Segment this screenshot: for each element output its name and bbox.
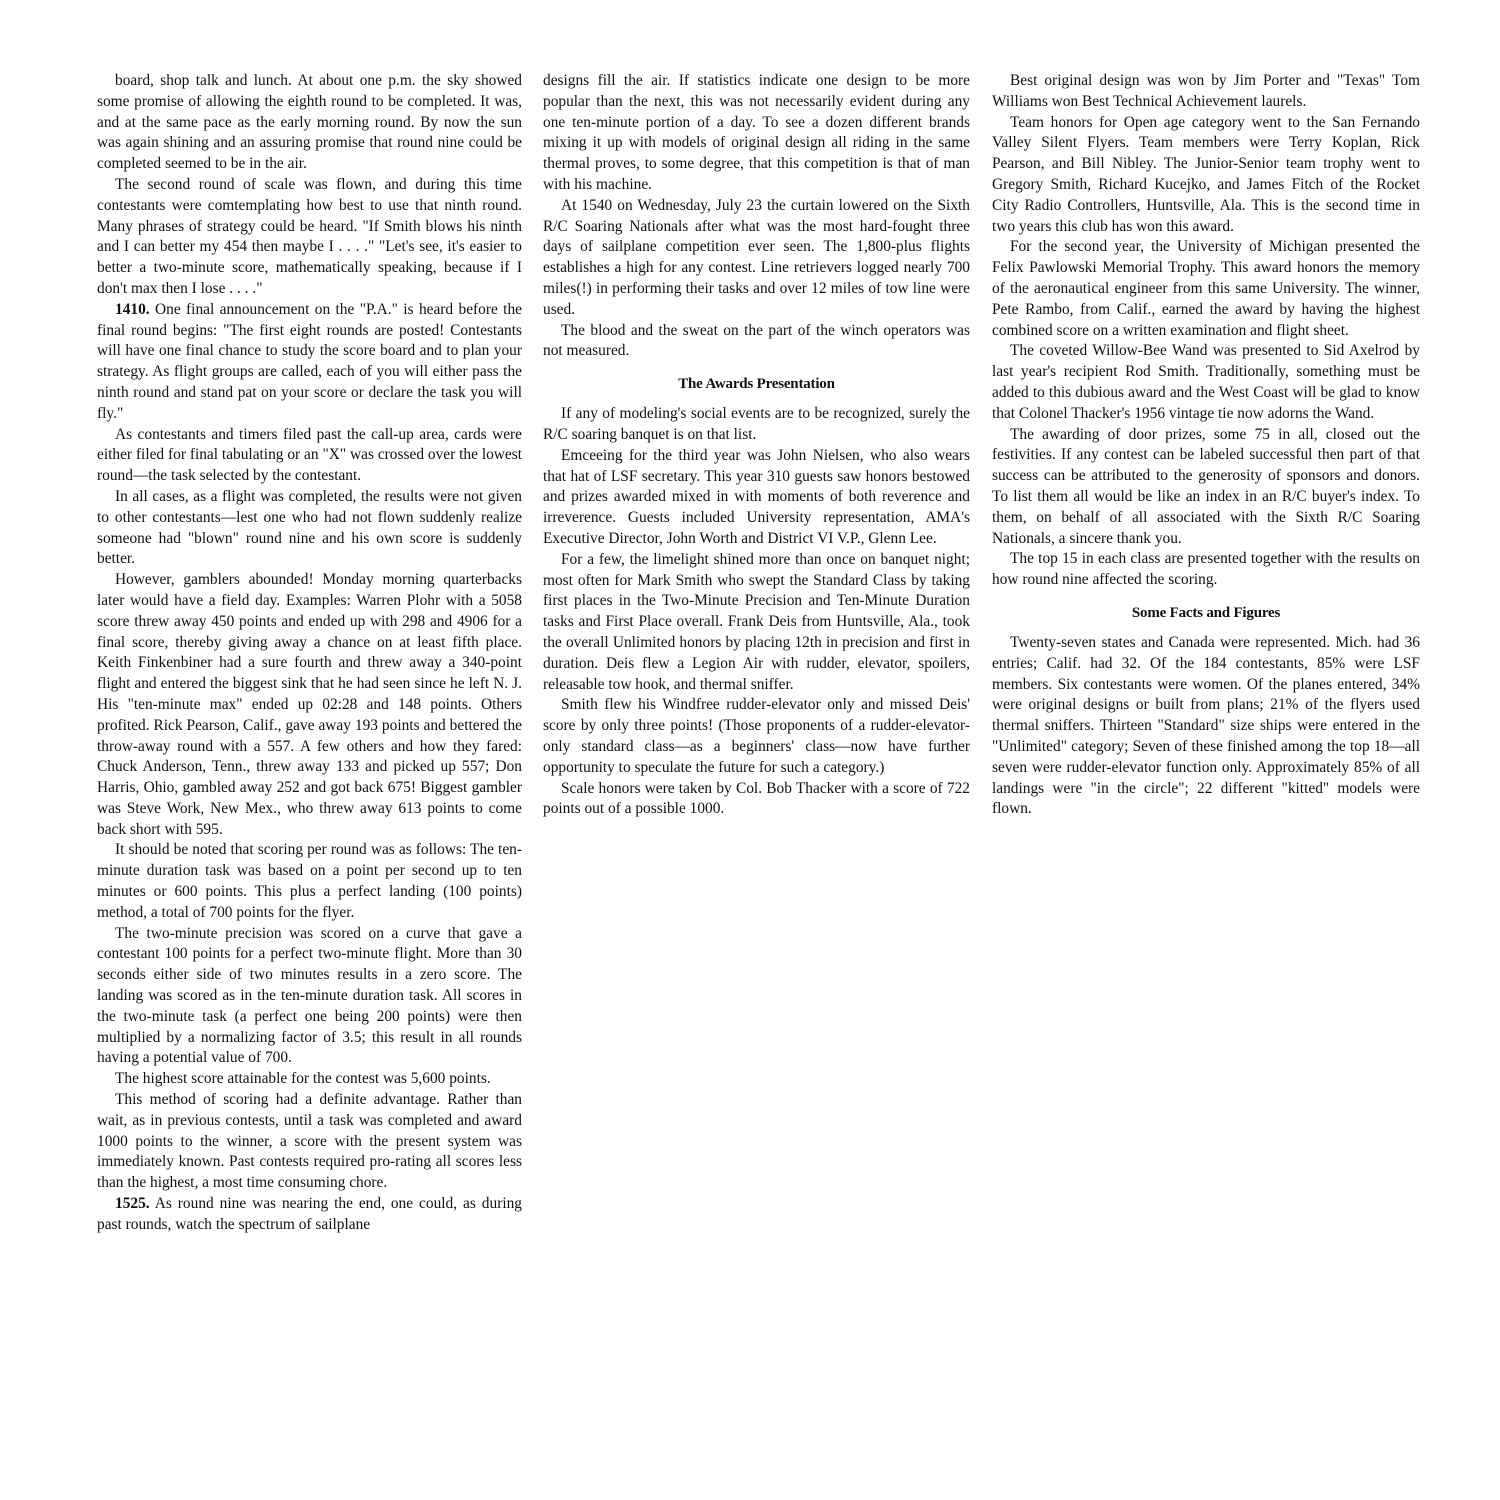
paragraph-text: Best original design was won by Jim Porter and "Texas" Tom Williams won Best Technical Achievement laurels.	[992, 72, 1420, 110]
paragraph	[992, 549, 1420, 591]
paragraph-text: designs fill the air. If statistics indicate one design to be more popular than the next, this was not necessarily evident during any one ten-minute portion of a day. To see a dozen different brands mixing it up with models of original design all riding in the same thermal proves, to some degree, that this competition is that of man with his machine.	[543, 72, 970, 193]
paragraph-text: The awarding of door prizes, some 75 in all, closed out the festivities. If any contest can be labeled successful then part of that success can be attributed to the generosity of sponsors and donors. To list them all would be like an index in an R/C buyer's index. To them, on behalf of all associated with the Sixth R/C Soaring Nationals, a sincere thank you.	[992, 425, 1420, 547]
paragraph	[97, 570, 522, 840]
paragraph-text: One final announcement on the "P.A." is heard before the final round begins: "The first eight rounds are posted! Contestants will have one final chance to study the score board and to plan your strategy. As flight groups are called, each of you will either pass the ninth round and stand pat on your score or declare the task you will fly."	[97, 300, 522, 422]
paragraph-text: Twenty-seven states and Canada were represented. Mich. had 36 entries; Calif. had 32. Of the 184 contestants, 85% were LSF members. Six contestants were women. Of the planes entered, 34% were original designs or built from plans; 21% of the flyers used thermal sniffers. Thirteen "Standard" size ships were entered in the "Unlimited" category; Seven of these finished among the top 18—all seven were rudder-elevator function only. Approximately 85% of all landings were "in the circle"; 22 different "kitted" models were flown.	[992, 633, 1420, 818]
column-2	[543, 71, 970, 820]
paragraph-text: For a few, the limelight shined more than once on banquet night; most often for Mark Smith who swept the Standard Class by taking first places in the Two-Minute Precision and Ten-Minute Duration tasks and First Place overall. Frank Deis from Huntsville, Ala., took the overall Unlimited honors by placing 12th in precision and first in duration. Deis flew a Legion Air with rudder, elevator, spoilers, releasable tow hook, and thermal sniffer.	[543, 550, 970, 693]
timestamp-lead: 1410.	[115, 300, 150, 318]
paragraph-text: It should be noted that scoring per round was as follows: The ten-minute duration task was based on a point per second up to ten minutes or 600 points. This plus a perfect landing (100 points) method, a total of 700 points for the flyer.	[97, 841, 522, 921]
paragraph	[97, 924, 522, 1070]
paragraph	[97, 425, 522, 487]
paragraph-text: The highest score attainable for the contest was 5,600 points.	[115, 1070, 491, 1088]
paragraph-text: The two-minute precision was scored on a curve that gave a contestant 100 points for a perfect two-minute flight. More than 30 seconds either side of two minutes results in a zero score. The landing was scored as in the ten-minute duration task. All scores in the two-minute task (a perfect one being 200 points) were then multiplied by a normalizing factor of 3.5; this result in all rounds having a potential value of 700.	[97, 924, 522, 1067]
paragraph	[543, 446, 970, 550]
paragraph-text: If any of modeling's social events are to be recognized, surely the R/C soaring banquet is on that list.	[543, 405, 970, 443]
paragraph	[992, 341, 1420, 424]
paragraph-text: The blood and the sweat on the part of the winch operators was not measured.	[543, 321, 970, 360]
paragraph-text: However, gamblers abounded! Monday morning quarterbacks later would have a field day. Examples: Warren Plohr with a 5058 score threw away 450 points and ended up with 298 and 4906 for a final score, thereby giving away a chance on at least fifth place. Keith Finkenbiner had a sure fourth and threw away a 340-point flight and entered the biggest sink that he had seen since he left N. J. His "ten-minute max" ended up 02:28 and 148 points. Others profited. Rick Pearson, Calif., gave away 193 points and bettered the throw-away round with a 557. A few others and how they fared: Chuck Anderson, Tenn., threw away 133 and picked up 557; Don Harris, Ohio, gambled away 252 and got back 675! Biggest gambler was Steve Work, New Mex., who threw away 613 points to come back short with 595.	[97, 571, 522, 838]
paragraph-text: Team honors for Open age category went to the San Fernando Valley Silent Flyers. Team members were Terry Koplan, Rick Pearson, and Bill Nibley. The Junior-Senior team trophy went to Gregory Smith, Richard Kucejko, and James Fitch of the Rocket City Radio Controllers, Huntsville, Ala. This is the second time in two years this club has won this award.	[992, 113, 1420, 235]
section-heading: Some Facts and Figures	[1131, 604, 1281, 621]
column-3	[992, 71, 1420, 820]
paragraph	[97, 1090, 522, 1194]
paragraph	[543, 550, 970, 696]
paragraph	[543, 779, 970, 821]
paragraph-text: As contestants and timers filed past the call-up area, cards were either filed for final tabulating or an "X" was crossed over the lowest round—the task selected by the contestant.	[97, 425, 522, 485]
paragraph	[97, 1069, 522, 1090]
paragraph-text: In all cases, as a flight was completed, the results were not given to other contestants—lest one who had not flown suddenly realize someone had "blown" round nine and his own score is suddenly better.	[97, 487, 522, 568]
paragraph-text: This method of scoring had a definite advantage. Rather than wait, as in previous contests, until a task was completed and award 1000 points to the winner, a score with the present system was immediately known. Past contests required pro-rating all scores less than the highest, a most time consuming chore.	[97, 1091, 522, 1192]
paragraph	[97, 487, 522, 570]
paragraph-text: The second round of scale was flown, and during this time contestants were comtemplating how best to use that ninth round. Many phrases of strategy could be heard. "If Smith blows his ninth and I can better my 454 then maybe I . . . ." "Let's see, it's easier to better a two-minute score, mathematically speaking, because if I don't max then I lose . . . ."	[97, 175, 522, 297]
paragraph	[97, 175, 522, 300]
section-heading: The Awards Presentation	[678, 376, 835, 393]
paragraph-text: Emceeing for the third year was John Nielsen, who also wears that hat of LSF secretary. This year 310 guests saw honors bestowed and prizes awarded mixed in with moments of both reverence and irreverence. Guests included University representation, AMA's Executive Director, John Worth and District VI V.P., Glenn Lee.	[543, 446, 970, 547]
paragraph-text: For the second year, the University of Michigan presented the Felix Pawlowski Memorial Trophy. This award honors the memory of the aeronautical engineer from this same University. The winner, Pete Rambo, from Calif., earned the award by having the highest combined score on a written examination and flight sheet.	[992, 238, 1420, 339]
paragraph	[543, 71, 970, 196]
paragraph	[992, 425, 1420, 550]
paragraph	[543, 404, 970, 446]
timestamp-lead: 1525.	[115, 1195, 150, 1213]
paragraph-text: Scale honors were taken by Col. Bob Thacker with a score of 722 points out of a possible 1000.	[543, 779, 970, 818]
paragraph	[97, 1194, 522, 1236]
paragraph	[97, 71, 522, 175]
paragraph-text: board, shop talk and lunch. At about one p.m. the sky showed some promise of allowing the eighth round to be completed. It was, and at the same pace as the early morning round. By now the sun was again shining and an assuring promise that round nine could be completed seemed to be in the air.	[97, 72, 522, 173]
paragraph-text: At 1540 on Wednesday, July 23 the curtain lowered on the Sixth R/C Soaring Nationals after what was the most hard-fought three days of sailplane competition ever seen. The 1,800-plus flights establishes a high for any contest. Line retrievers logged nearly 700 miles(!) in performing their tasks and over 12 miles of tow line were used.	[543, 196, 970, 318]
paragraph-text: The coveted Willow-Bee Wand was presented to Sid Axelrod by last year's recipient Rod Smith. Traditionally, something must be added to this dubious award and the West Coast will be glad to know that Colonel Thacker's 1956 vintage tie now adorns the Wand.	[992, 342, 1420, 422]
paragraph	[543, 196, 970, 321]
column-1	[97, 71, 522, 1236]
paragraph-text: The top 15 in each class are presented together with the results on how round nine affected the scoring.	[992, 550, 1420, 589]
paragraph	[543, 695, 970, 778]
paragraph	[992, 237, 1420, 341]
paragraph	[97, 840, 522, 923]
paragraph-text: Smith flew his Windfree rudder-elevator only and missed Deis' score by only three points! (Those proponents of a rudder-elevator-only standard class—as a beginners' class—now have further opportunity to speculate the future for such a category.)	[543, 696, 970, 776]
paragraph	[992, 633, 1420, 820]
paragraph-text: As round nine was nearing the end, one could, as during past rounds, watch the spectrum of sailplane	[97, 1195, 522, 1233]
paragraph	[97, 300, 522, 425]
paragraph	[543, 321, 970, 363]
paragraph	[992, 113, 1420, 238]
paragraph	[992, 71, 1420, 113]
